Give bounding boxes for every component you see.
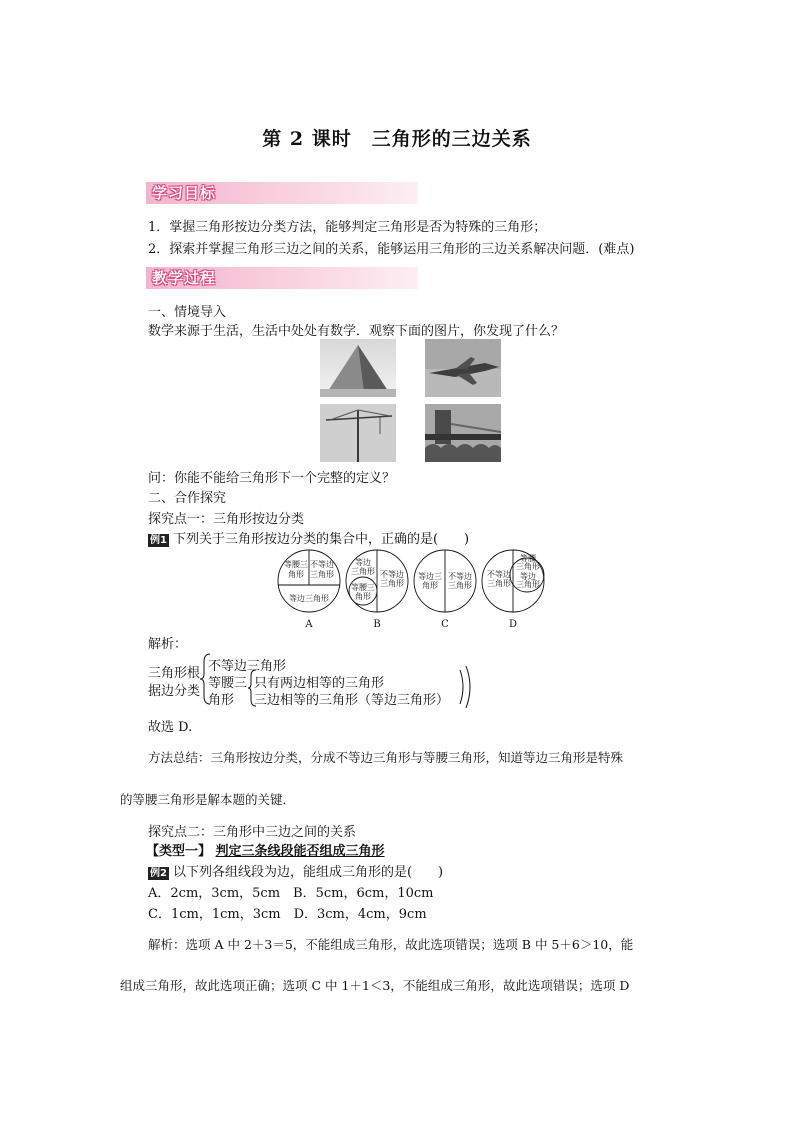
- jet-photo: [425, 339, 501, 397]
- venn-b-right: 不等边: [380, 570, 404, 579]
- objective-2: 2．探索并掌握三角形三边之间的关系，能够运用三角形的三边关系解决问题．(难点): [148, 242, 635, 257]
- example2-options-2: C．1cm，1cm，3cm D．3cm，4cm，9cm: [148, 907, 427, 922]
- class-root-1: 三角形根: [148, 666, 201, 681]
- crane-photo: [320, 404, 396, 462]
- svg-text:三角形: 三角形: [516, 562, 540, 571]
- venn-d-top-right: 等腰: [520, 554, 536, 563]
- method-summary-1: 方法总结：三角形按边分类，分成不等边三角形与等腰三角形，知道等边三角形是特殊: [148, 750, 624, 765]
- venn-c: [414, 550, 476, 630]
- venn-d-left: 不等边: [487, 570, 511, 579]
- class-branch-1: 不等边三角形: [208, 659, 287, 674]
- venn-b-label: B: [373, 619, 381, 630]
- type1-heading: [146, 840, 385, 859]
- class-sub-2: 三边相等的三角形（等边三角形）: [254, 693, 450, 708]
- point2-heading: 探究点二：三角形中三边之间的关系: [148, 825, 357, 840]
- page-title: 第 2 课时 三角形的三边关系: [262, 128, 532, 150]
- point1-heading: 探究点一：三角形按边分类: [148, 512, 305, 527]
- class-root-2: 据边分类: [148, 684, 201, 699]
- class-branch-2-line2: 角形: [208, 693, 235, 708]
- venn-d: [482, 550, 544, 630]
- objectives-label: 学习目标: [152, 184, 217, 202]
- svg-text:三角形: 三角形: [380, 579, 404, 588]
- svg-text:角形: 角形: [422, 581, 438, 590]
- venn-d-label: D: [508, 619, 518, 630]
- bridge-photo: [425, 404, 501, 462]
- venn-a: [278, 550, 340, 630]
- explore-heading: 二、合作探究: [148, 491, 227, 506]
- venn-a-bottom: 等边三角形: [289, 594, 329, 603]
- analysis2-line1: 解析：选项 A 中 2＋3＝5，不能组成三角形，故此选项错误；选项 B 中 5＋6＞10，能: [148, 937, 634, 952]
- closing-parens: [456, 664, 476, 710]
- type1-title: 判定三条线段能否组成三角形: [215, 844, 385, 859]
- example2: [148, 861, 443, 880]
- svg-text:角形: 角形: [288, 570, 304, 579]
- venn-b-top-left: 等边: [355, 558, 371, 567]
- example1-text: 下列关于三角形按边分类的集合中，正确的是( ): [172, 532, 470, 547]
- svg-text:角形: 角形: [355, 592, 371, 601]
- example1: [148, 528, 469, 547]
- analysis2-line2: 组成三角形，故此选项正确；选项 C 中 1＋1＜3，不能组成三角形，故此选项错误；选项 D: [120, 978, 630, 993]
- venn-b: [346, 550, 408, 630]
- answer-1: 故选 D.: [148, 720, 193, 735]
- class-sub-1: 只有两边相等的三角形: [254, 676, 385, 691]
- venn-c-left: 等边三: [418, 572, 442, 581]
- venn-a-top-right: 不等边: [310, 560, 334, 569]
- svg-text:三角形: 三角形: [351, 567, 375, 576]
- venn-a-label: A: [305, 619, 313, 630]
- intro-question: 问：你能不能给三角形下一个完整的定义？: [148, 471, 396, 486]
- svg-text:三角形: 三角形: [310, 570, 334, 579]
- svg-text:三角形: 三角形: [448, 581, 472, 590]
- method-summary-2: 的等腰三角形是解本题的关键．: [120, 792, 296, 807]
- example2-options-1: A．2cm，3cm，5cm B．5cm，6cm，10cm: [148, 886, 434, 901]
- venn-c-right: 不等边: [448, 572, 472, 581]
- intro-heading: 一、情境导入: [148, 305, 227, 320]
- venn-d-inner: 等边: [520, 572, 536, 581]
- section-banner-objectives: [146, 182, 418, 204]
- venn-b-inner: 等腰三: [351, 583, 375, 592]
- section-banner-process: [146, 267, 418, 289]
- venn-a-top-left: 等腰三: [284, 560, 308, 569]
- svg-text:三角形: 三角形: [516, 580, 540, 589]
- example1-badge: 例1: [150, 535, 167, 546]
- venn-c-label: C: [441, 619, 449, 630]
- objective-1: 1．掌握三角形按边分类方法，能够判定三角形是否为特殊的三角形；: [148, 220, 547, 235]
- class-branch-2-line1: 等腰三: [208, 676, 248, 691]
- example2-text: 以下列各组线段为边，能组成三角形的是( ): [172, 865, 444, 880]
- process-label: 教学过程: [152, 269, 217, 287]
- type1-bracket: 【类型一】: [146, 844, 212, 859]
- intro-text: 数学来源于生活，生活中处处有数学．观察下面的图片，你发现了什么？: [148, 324, 565, 339]
- analysis-label: 解析：: [148, 637, 188, 652]
- pyramid-photo: [320, 339, 396, 397]
- svg-text:三角形: 三角形: [487, 579, 511, 588]
- venn-diagrams: [274, 547, 554, 633]
- example2-badge: 例2: [150, 868, 167, 879]
